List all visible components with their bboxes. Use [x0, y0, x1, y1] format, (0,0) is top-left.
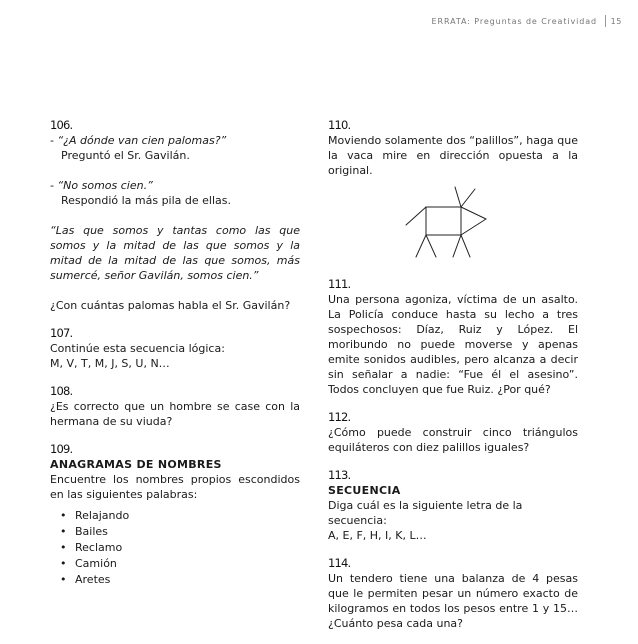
list-item: • Bailes: [50, 524, 300, 540]
puzzle-number: 107.: [50, 326, 73, 340]
matchstick: [426, 235, 436, 257]
cow-matchstick-figure: [404, 185, 504, 269]
matchstick: [453, 235, 461, 257]
puzzle-number: 111.: [328, 277, 351, 291]
puzzle-number: 114.: [328, 556, 351, 570]
matchstick: [461, 219, 486, 235]
dialogue-line: - “¿A dónde van cien palomas?”: [50, 134, 227, 147]
list-item: • Camión: [50, 556, 300, 572]
right-column: [328, 118, 578, 644]
puzzle-text: ¿Cómo puede construir cinco triángulos equiláteros con diez palillos iguales?: [328, 426, 578, 454]
page-header: [0, 17, 638, 33]
matchstick: [406, 207, 426, 225]
puzzle-text: Continúe esta secuencia lógica:: [50, 342, 225, 355]
puzzle-109: [50, 442, 300, 588]
puzzle-114: [328, 556, 578, 631]
left-column: [50, 118, 300, 601]
puzzle-text: Diga cuál es la siguiente letra de la secuencia:: [328, 499, 523, 527]
puzzle-113: [328, 468, 578, 543]
puzzle-text: Encuentre los nombres propios escondidos en las siguientes palabras:: [50, 473, 300, 501]
puzzle-heading: SECUENCIA: [328, 484, 401, 497]
puzzle-heading: ANAGRAMAS DE NOMBRES: [50, 458, 222, 471]
puzzle-number: 113.: [328, 468, 351, 482]
list-item: • Reclamo: [50, 540, 300, 556]
puzzle-107: [50, 326, 300, 371]
puzzle-108: [50, 384, 300, 429]
sequence-text: A, E, F, H, I, K, L…: [328, 529, 427, 542]
puzzle-text: Un tendero tiene una balanza de 4 pesas que le permiten pesar un número exacto de kilogramos en todos los pesos entre 1 y 15… ¿Cuánto pesa cada una?: [328, 572, 578, 630]
puzzle-text: Moviendo solamente dos “palillos”, haga que la vaca mire en dirección opuesta a la original.: [328, 134, 578, 177]
matchstick: [461, 235, 470, 257]
sequence-text: M, V, T, M, J, S, U, N…: [50, 357, 170, 370]
header-divider: [605, 15, 606, 27]
puzzle-question: ¿Con cuántas palomas habla el Sr. Gavilán?: [50, 299, 291, 312]
puzzle-110: [328, 118, 578, 269]
page-number: 15: [610, 17, 622, 26]
dialogue-paragraph: “Las que somos y tantas como las que somos y la mitad de las que somos y la mitad de la mitad de las que somos, más sumercé, señor Gavilán, somos cien.”: [50, 224, 300, 282]
list-item: • Aretes: [50, 572, 300, 588]
puzzle-number: 108.: [50, 384, 73, 398]
puzzle-number: 110.: [328, 118, 351, 132]
puzzle-number: 109.: [50, 442, 73, 456]
matchstick: [416, 235, 426, 257]
narration-line: Respondió la más pila de ellas.: [61, 194, 232, 207]
running-title: ERRATA: Preguntas de Creatividad: [431, 17, 597, 26]
anagram-list: [50, 508, 300, 588]
puzzle-text: ¿Es correcto que un hombre se case con la hermana de su viuda?: [50, 400, 300, 428]
puzzle-106: [50, 118, 300, 313]
narration-line: Preguntó el Sr. Gavilán.: [61, 149, 190, 162]
matchstick: [455, 187, 461, 207]
puzzle-text: Una persona agoniza, víctima de un asalto. La Policía conduce hasta su lecho a tres sospechosos: Díaz, Ruiz y López. El moribundo no puede moverse y apenas emite sonidos audibles, pero alcanza a decir sin señalar a nadie: “Fue él el asesino”. Todos concluyen que fue Ruiz. ¿Por qué?: [328, 293, 578, 396]
matchstick: [461, 207, 486, 219]
dialogue-line: - “No somos cien.”: [50, 179, 153, 192]
puzzle-number: 112.: [328, 410, 351, 424]
puzzle-112: [328, 410, 578, 455]
puzzle-111: [328, 277, 578, 397]
puzzle-number: 106.: [50, 118, 73, 132]
list-item: • Relajando: [50, 508, 300, 524]
matchstick: [461, 189, 475, 207]
